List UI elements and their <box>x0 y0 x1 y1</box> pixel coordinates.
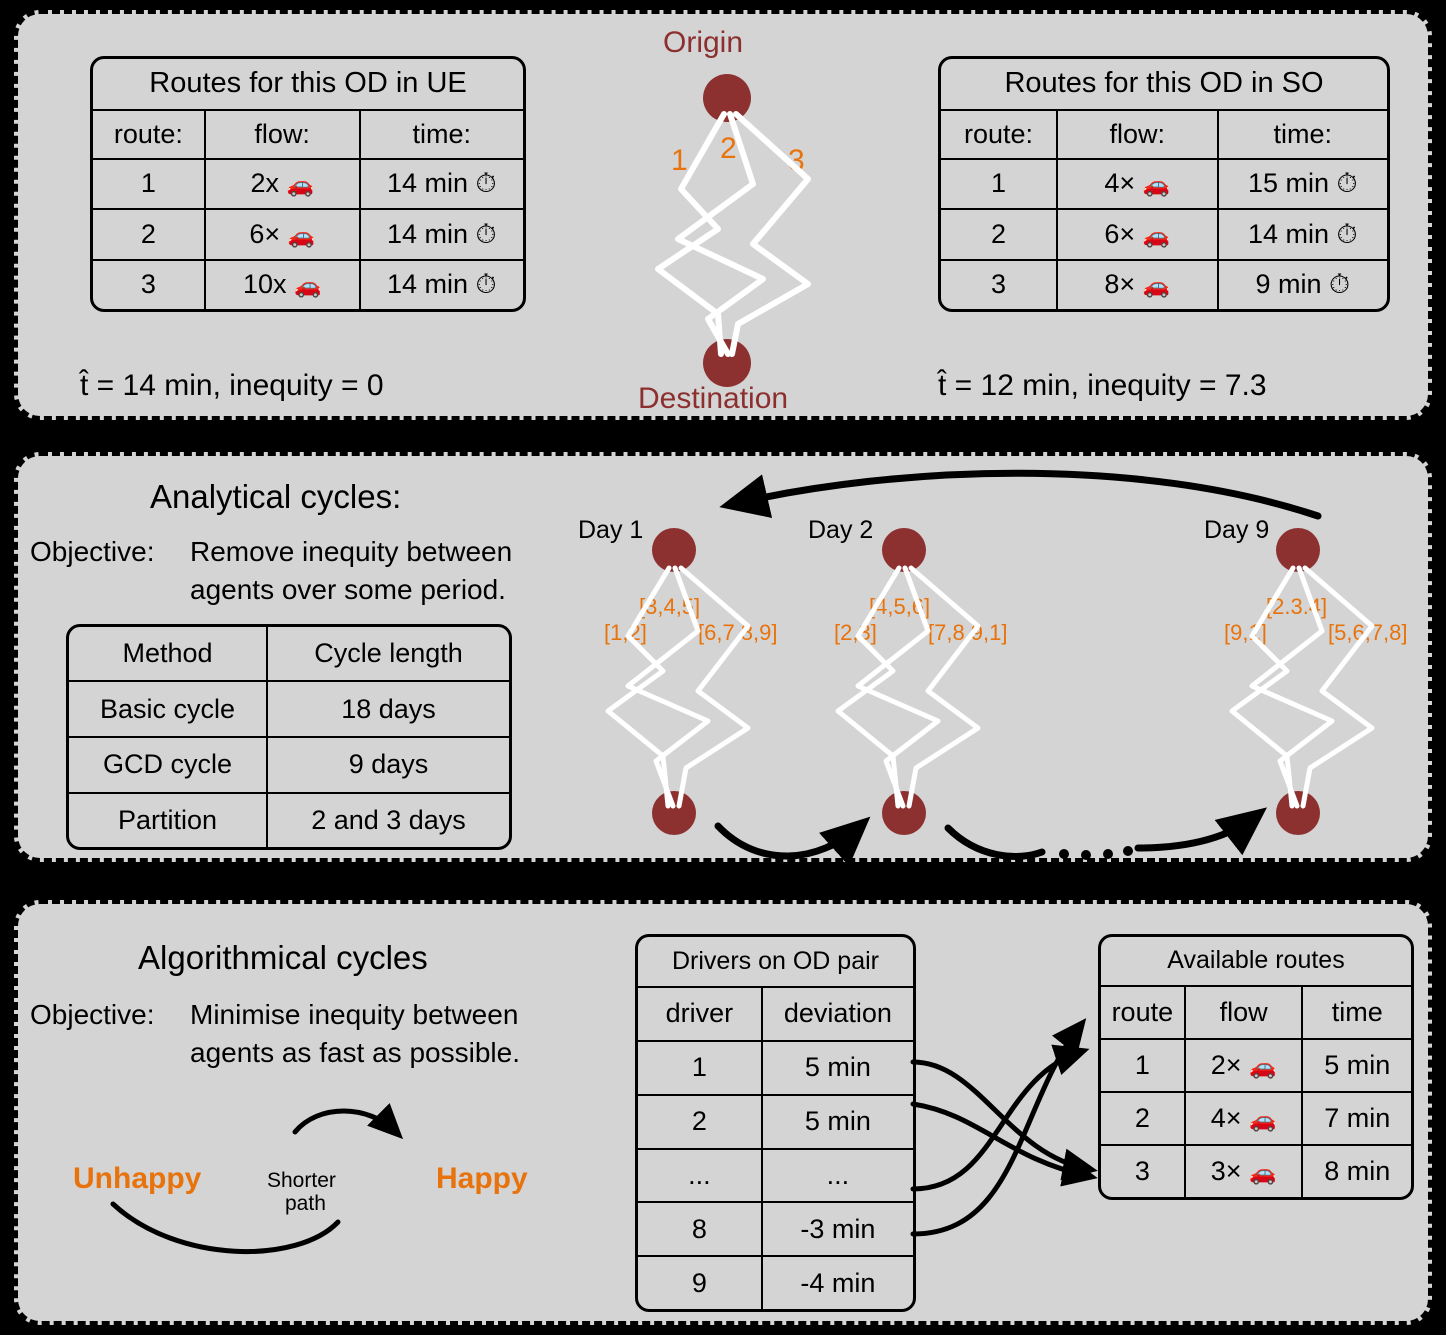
available-routes-card <box>1098 934 1414 1200</box>
route-cell: 1 <box>1101 1039 1185 1092</box>
ue-header-flow: flow: <box>205 110 360 159</box>
so-header-flow: flow: <box>1057 110 1218 159</box>
time-value: 14 min <box>386 218 469 249</box>
origin-label: Origin <box>663 26 744 59</box>
stopwatch-icon: ⏱ <box>475 268 497 299</box>
flow-cell <box>1185 1145 1303 1197</box>
day-2-label: Day 2 <box>808 516 874 544</box>
flow-cell <box>1185 1092 1303 1145</box>
day-9-right-set: [5,6,7,8] <box>1328 620 1408 645</box>
table-row <box>638 1256 913 1309</box>
car-icon: 🚗 <box>1142 223 1171 249</box>
flow-value: 3× <box>1210 1156 1242 1187</box>
so-routes-card <box>938 56 1390 312</box>
flow-value: 8× <box>1104 269 1136 300</box>
car-icon: 🚗 <box>287 223 316 249</box>
route-label-1: 1 <box>671 144 688 177</box>
method-cell: Partition <box>69 793 267 847</box>
day-9-destination-node <box>1276 791 1320 835</box>
time-cell: 5 min <box>1302 1039 1411 1092</box>
driver-header: driver <box>638 987 762 1041</box>
flow-value: 6× <box>1104 219 1136 250</box>
flow-value: 2x <box>250 168 279 199</box>
so-cell-flow <box>1057 209 1218 260</box>
deviation-cell: -3 min <box>762 1202 913 1256</box>
table-row <box>93 159 523 210</box>
driver-cell: ... <box>638 1149 762 1203</box>
driver-cell: 9 <box>638 1256 762 1309</box>
driver-cell: 2 <box>638 1095 762 1149</box>
so-table-title: Routes for this OD in SO <box>941 59 1387 110</box>
day-1-right-set: [6,7,8,9] <box>698 620 778 645</box>
flow-value: 6× <box>249 219 281 250</box>
cycle-length-cell: 18 days <box>267 681 509 737</box>
car-icon: 🚗 <box>1142 172 1171 198</box>
stopwatch-icon: ⏱ <box>475 167 497 198</box>
so-cell-time <box>1218 209 1388 260</box>
so-header-route: route: <box>941 110 1057 159</box>
day-1-destination-node <box>652 791 696 835</box>
ue-cell-flow <box>205 209 360 260</box>
so-header-time: time: <box>1218 110 1388 159</box>
panel-algorithmical-cycles <box>14 900 1432 1325</box>
cycle-length-cell: 2 and 3 days <box>267 793 509 847</box>
ue-cell-flow <box>205 260 360 309</box>
table-row <box>1101 1039 1411 1092</box>
panel-ue-so <box>14 10 1432 420</box>
algorithmic-title: Algorithmical cycles <box>138 939 428 976</box>
drivers-table-title: Drivers on OD pair <box>638 937 913 987</box>
so-cell-time <box>1218 159 1388 210</box>
deviation-cell: -4 min <box>762 1256 913 1309</box>
day-9-label: Day 9 <box>1204 516 1270 544</box>
shorter-path-line1: Shorter <box>267 1169 336 1192</box>
table-row <box>69 681 509 737</box>
shorter-path-line2: path <box>285 1192 326 1215</box>
day-2-origin-node <box>882 528 926 572</box>
flow-cell <box>1185 1039 1303 1092</box>
table-row <box>941 209 1387 260</box>
deviation-cell: 5 min <box>762 1095 913 1149</box>
day-1-left-set: [1,2] <box>604 620 647 645</box>
ue-cell-time <box>360 209 523 260</box>
deviation-header: deviation <box>762 987 913 1041</box>
so-cell-flow <box>1057 159 1218 210</box>
deviation-cell: ... <box>762 1149 913 1203</box>
ue-cell-flow <box>205 159 360 210</box>
stopwatch-icon: ⏱ <box>475 218 497 249</box>
deviation-cell: 5 min <box>762 1041 913 1095</box>
car-icon: 🚗 <box>1249 1160 1277 1186</box>
cycle-length-card <box>66 624 512 850</box>
day-9-mid-set: [2.3.4] <box>1266 594 1328 619</box>
route-header: route <box>1101 986 1185 1039</box>
method-cell: GCD cycle <box>69 737 267 793</box>
flow-value: 4× <box>1104 168 1136 199</box>
ue-header-route: route: <box>93 110 205 159</box>
so-cell-route: 3 <box>941 260 1057 309</box>
time-cell: 8 min <box>1302 1145 1411 1197</box>
time-value: 9 min <box>1255 268 1322 299</box>
ue-summary: t̂ = 14 min, inequity = 0 <box>80 369 384 402</box>
table-row <box>941 260 1387 309</box>
driver-cell: 1 <box>638 1041 762 1095</box>
destination-label: Destination <box>638 382 789 415</box>
car-icon: 🚗 <box>286 172 314 198</box>
flow-value: 10x <box>242 269 287 300</box>
unhappy-label: Unhappy <box>73 1162 202 1195</box>
day-2-mid-set: [4,5,6] <box>869 594 931 619</box>
time-cell: 7 min <box>1302 1092 1411 1145</box>
route-cell: 3 <box>1101 1145 1185 1197</box>
route-cell: 2 <box>1101 1092 1185 1145</box>
day-2-left-set: [2,3] <box>834 620 877 645</box>
ue-cell-route: 2 <box>93 209 205 260</box>
table-row <box>69 793 509 847</box>
analytical-title: Analytical cycles: <box>150 478 402 515</box>
route-label-3: 3 <box>788 144 805 177</box>
so-cell-route: 1 <box>941 159 1057 210</box>
algorithmic-objective-line2: agents as fast as possible. <box>190 1037 520 1068</box>
day-1-origin-node <box>652 528 696 572</box>
ue-cell-route: 1 <box>93 159 205 210</box>
so-cell-time <box>1218 260 1388 309</box>
route-label-2: 2 <box>720 132 737 165</box>
analytical-objective-label: Objective: <box>30 536 155 567</box>
time-value: 14 min <box>386 268 469 299</box>
stopwatch-icon: ⏱ <box>1328 268 1351 299</box>
driver-cell: 8 <box>638 1202 762 1256</box>
car-icon: 🚗 <box>1249 1107 1277 1133</box>
table-row <box>1101 1092 1411 1145</box>
drivers-card <box>635 934 916 1312</box>
routes-table-title: Available routes <box>1101 937 1411 986</box>
car-icon: 🚗 <box>294 273 322 299</box>
ue-header-time: time: <box>360 110 523 159</box>
table-row <box>93 209 523 260</box>
table-row <box>638 1202 913 1256</box>
ue-cell-time <box>360 159 523 210</box>
algorithmic-objective-line1: Minimise inequity between <box>190 999 519 1030</box>
day-9-origin-node <box>1276 528 1320 572</box>
time-header: time <box>1302 986 1411 1039</box>
so-cell-flow <box>1057 260 1218 309</box>
panel-analytical-cycles <box>14 452 1432 862</box>
stopwatch-icon: ⏱ <box>1336 218 1358 249</box>
day-1-mid-set: [3,4,5] <box>639 594 701 619</box>
day-2-right-set: [7,8,9,1] <box>928 620 1008 645</box>
algorithmic-objective-label: Objective: <box>30 999 155 1030</box>
flow-header: flow <box>1185 986 1303 1039</box>
day-9-left-set: [9,1] <box>1224 620 1267 645</box>
table-row <box>638 1041 913 1095</box>
method-header: Method <box>69 627 267 681</box>
time-value: 15 min <box>1247 167 1329 198</box>
time-value: 14 min <box>1247 218 1329 249</box>
day-1-label: Day 1 <box>578 516 644 544</box>
car-icon: 🚗 <box>1249 1054 1277 1080</box>
ue-cell-route: 3 <box>93 260 205 309</box>
flow-value: 2× <box>1210 1050 1242 1081</box>
cycle-length-header: Cycle length <box>267 627 509 681</box>
car-icon: 🚗 <box>1142 273 1171 299</box>
destination-node <box>703 339 751 387</box>
day-2-destination-node <box>882 791 926 835</box>
ue-table-title: Routes for this OD in UE <box>93 59 523 110</box>
table-row <box>1101 1145 1411 1197</box>
time-value: 14 min <box>386 167 469 198</box>
so-cell-route: 2 <box>941 209 1057 260</box>
happy-label: Happy <box>436 1162 528 1195</box>
table-row <box>638 1095 913 1149</box>
ue-cell-time <box>360 260 523 309</box>
so-summary: t̂ = 12 min, inequity = 7.3 <box>938 369 1267 402</box>
table-row <box>93 260 523 309</box>
analytical-objective-line2: agents over some period. <box>190 574 506 605</box>
method-cell: Basic cycle <box>69 681 267 737</box>
ue-routes-card <box>90 56 526 312</box>
origin-node <box>703 74 751 122</box>
table-row <box>638 1149 913 1203</box>
table-row <box>941 159 1387 210</box>
flow-value: 4× <box>1210 1103 1242 1134</box>
cycle-length-cell: 9 days <box>267 737 509 793</box>
table-row <box>69 737 509 793</box>
stopwatch-icon: ⏱ <box>1336 167 1358 198</box>
analytical-objective-line1: Remove inequity between <box>190 536 513 567</box>
